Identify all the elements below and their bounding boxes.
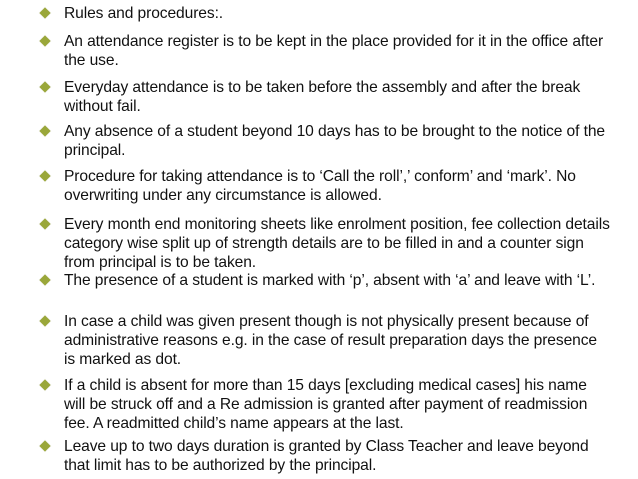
diamond-bullet-icon <box>39 218 50 229</box>
diamond-bullet-icon <box>39 125 50 136</box>
diamond-bullet-icon <box>39 35 50 46</box>
bullet-text: An attendance register is to be kept in the place provided for it in the office after the use. <box>64 33 604 69</box>
diamond-bullet-icon <box>39 379 50 390</box>
bullet-text: Leave up to two days duration is granted by Class Teacher and leave beyond that limit has to be authorized by the principal. <box>64 438 589 474</box>
diamond-bullet-icon <box>39 81 50 92</box>
bullet-text: If a child is absent for more than 15 days [excluding medical cases] his name will be struck off and a Re admission is granted after payment of readmission fee. A readmitted child’s name appears at the last. <box>64 377 588 432</box>
bullet-text: The presence of a student is marked with ‘p’, absent with ‘a’ and leave with ‘L’. <box>64 272 596 289</box>
diamond-bullet-icon <box>39 315 50 326</box>
diamond-bullet-icon <box>39 170 50 181</box>
bullet-text: Everyday attendance is to be taken before the assembly and after the break without fail. <box>64 79 581 115</box>
bullet-text: Procedure for taking attendance is to ‘Call the roll’,’ conform’ and ‘mark’. No overwriting under any circumstance is allowed. <box>64 168 576 204</box>
diamond-bullet-icon <box>39 440 50 451</box>
bullet-text: Any absence of a student beyond 10 days has to be brought to the notice of the principal. <box>64 123 605 159</box>
diamond-bullet-icon <box>39 274 50 285</box>
diamond-bullet-icon <box>39 7 50 18</box>
bullet-text: In case a child was given present though is not physically present because of administrative reasons e.g. in the case of result preparation days the presence is marked as dot. <box>64 313 597 368</box>
bullet-text: Rules and procedures:. <box>64 5 224 22</box>
bullet-text: Every month end monitoring sheets like enrolment position, fee collection details category wise split up of strength details are to be filled in and a counter sign from principal is to be taken. <box>64 216 610 271</box>
